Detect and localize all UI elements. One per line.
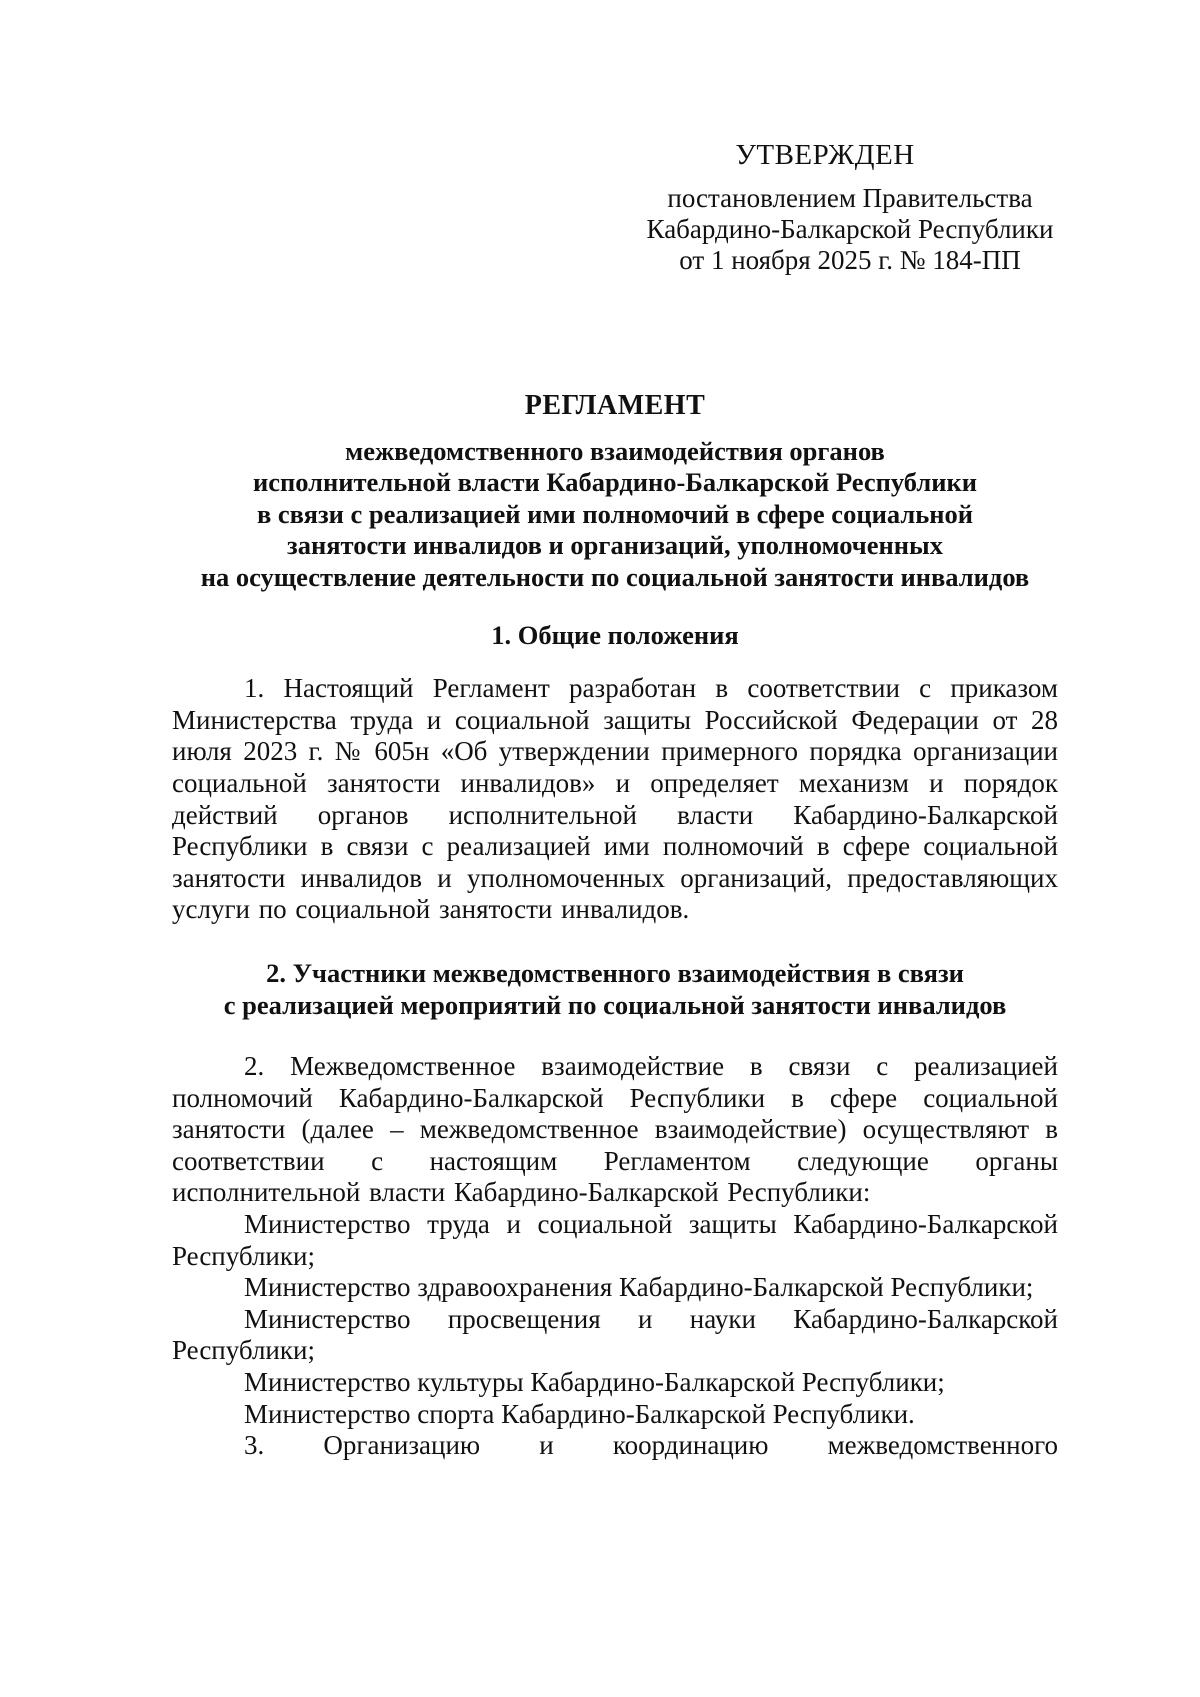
paragraph-1: 1. Настоящий Регламент разработан в соответствии с приказом Министерства труда и социальной защиты Российской Федерации от 28 июля 2023 г. № 605н «Об утверждении примерного порядка организации социальной занятости инвалидов» и определяет механизм и порядок действий органов исполнительной власти Кабардино-Балкарской Республики в связи с реализацией ими полномочий в сфере социальной занятости инвалидов и уполномоченных организаций, предоставляющих услуги по социальной занятости инвалидов.: [172, 673, 1058, 925]
approval-line: постановлением Правительства: [667, 183, 1033, 213]
paragraph-3-start: 3. Организацию и координацию межведомственного: [244, 1430, 1058, 1461]
section-1-heading: [172, 620, 1058, 652]
approval-line: от 1 ноября 2025 г. № 184-ПП: [679, 245, 1021, 275]
subtitle-line: занятости инвалидов и организаций, уполномоченных: [287, 530, 943, 561]
document-title: РЕГЛАМЕНТ: [524, 390, 706, 421]
list-item-health-ministry: Министерство здравоохранения Кабардино-Балкарской Республики;: [244, 1272, 1034, 1303]
section-2-heading: [172, 958, 1058, 1021]
list-item-labor-ministry: Министерство труда и социальной защиты Кабардино-Балкарской Республики;: [172, 1209, 1058, 1271]
subtitle-line: исполнительной власти Кабардино-Балкарской Республики: [252, 467, 978, 498]
section-heading-line: с реализацией мероприятий по социальной занятости инвалидов: [223, 989, 1007, 1020]
document-body: [172, 390, 1058, 1462]
list-item-sport-ministry: Министерство спорта Кабардино-Балкарской Республики.: [244, 1398, 915, 1429]
paragraph-2: 2. Межведомственное взаимодействие в связи с реализацией полномочий Кабардино-Балкарской Республики в сфере социальной занятости (далее – межведомственное взаимодействие) осуществляют в соответствии с настоящим Регламентом следующие органы исполнительной власти Кабардино-Балкарской Республики:: [172, 1051, 1058, 1208]
subtitle-line: в связи с реализацией ими полномочий в сфере социальной: [256, 498, 974, 529]
section-heading-line: 2. Участники межведомственного взаимодействия в связи: [266, 957, 964, 988]
list-item-education-ministry: Министерство просвещения и науки Кабардино-Балкарской Республики;: [172, 1303, 1058, 1366]
subtitle-line: на осуществление деятельности по социальной занятости инвалидов: [200, 561, 1030, 592]
document-subtitle: [172, 436, 1058, 594]
subtitle-line: межведомственного взаимодействия органов: [345, 435, 885, 466]
list-item-culture-ministry: Министерство культуры Кабардино-Балкарской Республики;: [244, 1367, 945, 1398]
section-heading-text: 1. Общие положения: [491, 619, 739, 650]
approval-line: Кабардино-Балкарской Республики: [646, 214, 1054, 244]
approval-block: [620, 140, 1080, 276]
approval-stamp: УТВЕРЖДЕН: [735, 139, 915, 171]
